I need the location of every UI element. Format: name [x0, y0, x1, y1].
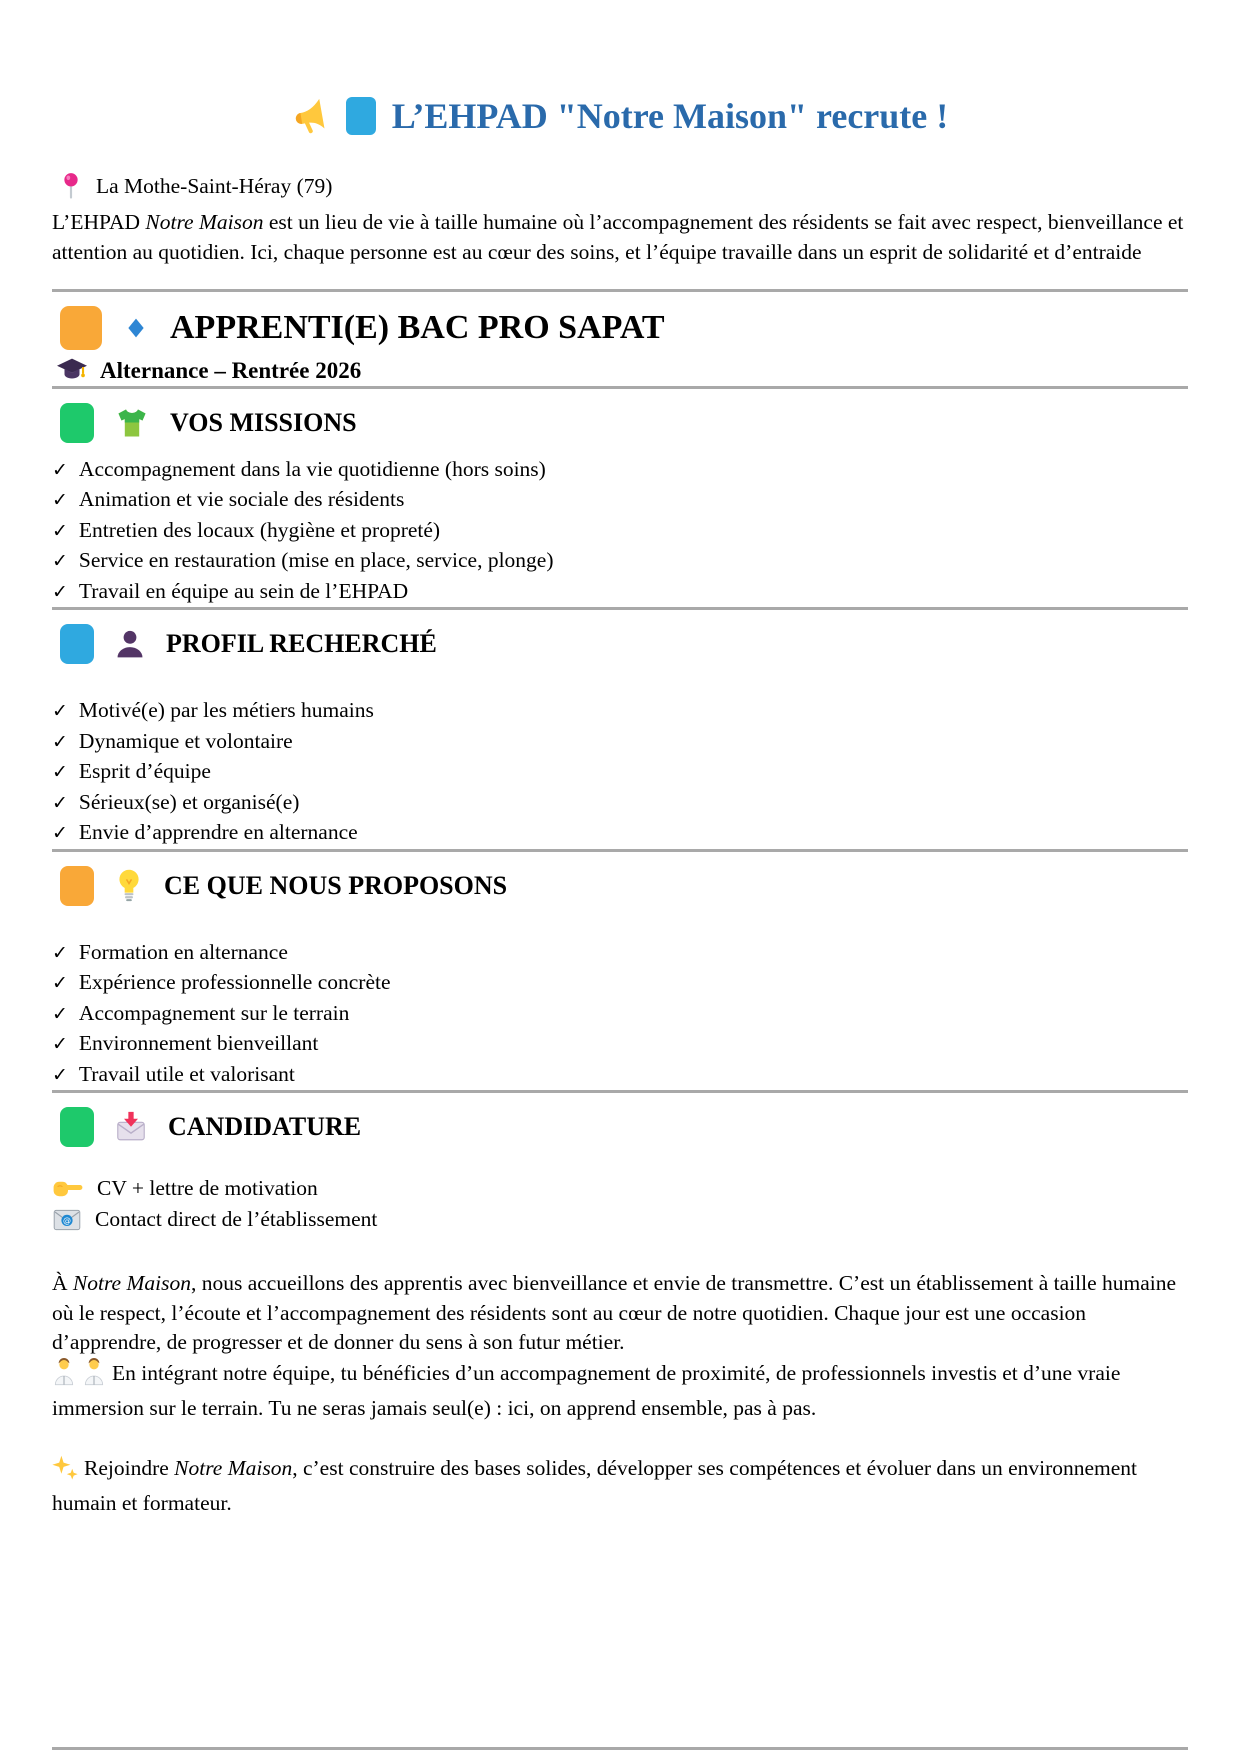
- orange-square-icon: [60, 866, 94, 906]
- check-icon: ✓: [52, 972, 68, 994]
- job-title: APPRENTI(E) BAC PRO SAPAT: [170, 308, 665, 346]
- closing-paragraph-2: [52, 1358, 1188, 1424]
- list-item: [52, 727, 1188, 758]
- list-item: [52, 999, 1188, 1030]
- check-icon: ✓: [52, 550, 68, 572]
- list-item-text: Service en restauration (mise en place, service, plonge): [78, 548, 554, 572]
- check-icon: ✓: [52, 1002, 68, 1025]
- list-item: [52, 1060, 1188, 1091]
- offer-list: [52, 938, 1188, 1091]
- check-icon: ✓: [52, 1063, 68, 1086]
- list-item-text: Animation et vie sociale des résidents: [78, 487, 405, 511]
- megaphone-icon: [289, 95, 332, 138]
- closing-section: [52, 1269, 1188, 1519]
- list-item-text: Travail utile et valorisant: [78, 1061, 295, 1086]
- closing-paragraph-3-text: Rejoindre Notre Maison, c’est construire des bases solides, développer ses compétences et évoluer dans un environnement humain et formateur.: [52, 1455, 1138, 1515]
- list-item-text: Accompagnement dans la vie quotidienne (hors soins): [78, 456, 546, 481]
- list-item-text: Environnement bienveillant: [78, 1031, 319, 1055]
- offer-heading: [52, 866, 1188, 906]
- profile-list: [52, 696, 1188, 849]
- application-heading: [52, 1107, 1188, 1147]
- lightbulb-icon: [114, 867, 144, 905]
- blue-square-icon: [60, 624, 94, 664]
- list-item-text: Formation en alternance: [78, 939, 288, 964]
- list-item-text: Accompagnement sur le terrain: [78, 1000, 350, 1025]
- check-icon: ✓: [52, 1033, 68, 1055]
- list-item: [52, 788, 1188, 819]
- location-text: La Mothe-Saint-Héray (79): [96, 174, 333, 199]
- blue-square-icon: [346, 97, 376, 135]
- closing-paragraph-1: À Notre Maison, nous accueillons des apprentis avec bienveillance et envie de transmettre. C’est un établissement à taille humaine où le respect, l’écoute et l’accompagnement des résidents sont au cœur de notre quotidien. Chaque jour est une occasion d’apprendre, de progresser et de donner du sens à son futur métier.: [52, 1271, 1177, 1354]
- envelope-arrow-icon: [114, 1110, 148, 1144]
- green-square-icon: [60, 403, 94, 443]
- missions-heading: [52, 403, 1188, 443]
- contact-line-text: Contact direct de l’établissement: [95, 1206, 378, 1231]
- job-title-row: [52, 306, 1188, 350]
- small-blue-diamond-icon: [124, 316, 148, 340]
- contact-line: [52, 1204, 1188, 1235]
- list-item: [52, 577, 1188, 608]
- orange-square-icon: [60, 306, 102, 350]
- list-item-text: Travail en équipe au sein de l’EHPAD: [78, 578, 409, 603]
- list-item-text: Esprit d’équipe: [78, 759, 211, 783]
- list-item: [52, 696, 1188, 727]
- section-divider: [52, 386, 1188, 389]
- job-subtitle-row: [52, 356, 1188, 386]
- check-icon: ✓: [52, 519, 68, 542]
- list-item-text: Motivé(e) par les métiers humains: [78, 698, 374, 722]
- sparkles-icon: [52, 1455, 78, 1490]
- check-icon: ✓: [52, 761, 68, 783]
- section-title: PROFIL RECHERCHÉ: [166, 629, 437, 658]
- email-icon: [52, 1208, 82, 1232]
- check-icon: ✓: [52, 941, 68, 964]
- cv-line-text: CV + lettre de motivation: [97, 1175, 318, 1200]
- list-item-text: Envie d’apprendre en alternance: [78, 820, 358, 844]
- list-item: [52, 516, 1188, 547]
- list-item-text: Entretien des locaux (hygiène et propreté): [78, 517, 441, 542]
- closing-paragraph-2-text: En intégrant notre équipe, tu bénéficies d’un accompagnement de proximité, de professionnels investis et d’une vraie immersion sur le terrain. Tu ne seras jamais seul(e) : ici, on apprend ensemble, pas à pas.: [52, 1360, 1121, 1420]
- health-worker-icon: [82, 1358, 106, 1395]
- check-icon: ✓: [52, 730, 68, 753]
- list-item: [52, 757, 1188, 788]
- check-icon: ✓: [52, 489, 68, 511]
- list-item: [52, 1029, 1188, 1060]
- check-icon: ✓: [52, 700, 68, 722]
- pointing-right-icon: [52, 1176, 84, 1202]
- section-divider: [52, 849, 1188, 852]
- list-item: [52, 546, 1188, 577]
- application-lines: [52, 1173, 1188, 1235]
- list-item-text: Dynamique et volontaire: [78, 728, 293, 753]
- title-row: [52, 0, 1188, 138]
- job-subtitle: Alternance – Rentrée 2026: [100, 357, 362, 383]
- section-title: CANDIDATURE: [168, 1112, 362, 1141]
- profile-heading: [52, 624, 1188, 664]
- list-item: [52, 938, 1188, 969]
- list-item-text: Expérience professionnelle concrète: [78, 970, 391, 994]
- list-item: [52, 485, 1188, 516]
- round-pushpin-icon: [58, 172, 84, 202]
- check-icon: ✓: [52, 822, 68, 844]
- graduation-cap-icon: [56, 356, 88, 386]
- page-title: L’EHPAD "Notre Maison" recrute !: [391, 96, 949, 136]
- bottom-divider: [52, 1747, 1188, 1750]
- list-item: [52, 455, 1188, 486]
- section-divider: [52, 607, 1188, 610]
- health-worker-icon: [52, 1358, 76, 1395]
- section-title: CE QUE NOUS PROPOSONS: [164, 870, 508, 900]
- check-icon: ✓: [52, 458, 68, 481]
- list-item: [52, 818, 1188, 849]
- cv-line: [52, 1173, 1188, 1204]
- closing-paragraph-3: [52, 1454, 1188, 1519]
- bust-icon: [114, 628, 146, 660]
- section-divider: [52, 289, 1188, 292]
- green-square-icon: [60, 1107, 94, 1147]
- intro-paragraph: L’EHPAD Notre Maison est un lieu de vie à taille humaine où l’accompagnement des résidents se fait avec respect, bienveillance et attention au quotidien. Ici, chaque personne est au cœur des soins, et l’équipe travaille dans un esprit de solidarité et d’entraide: [52, 210, 1184, 264]
- svg-text:@: @: [63, 1215, 71, 1225]
- section-title: VOS MISSIONS: [170, 407, 357, 437]
- tshirt-icon: [114, 405, 150, 441]
- list-item: [52, 968, 1188, 999]
- check-icon: ✓: [52, 791, 68, 814]
- list-item-text: Sérieux(se) et organisé(e): [78, 789, 300, 814]
- missions-list: [52, 455, 1188, 608]
- section-divider: [52, 1090, 1188, 1093]
- location-row: [52, 172, 1188, 202]
- check-icon: ✓: [52, 580, 68, 603]
